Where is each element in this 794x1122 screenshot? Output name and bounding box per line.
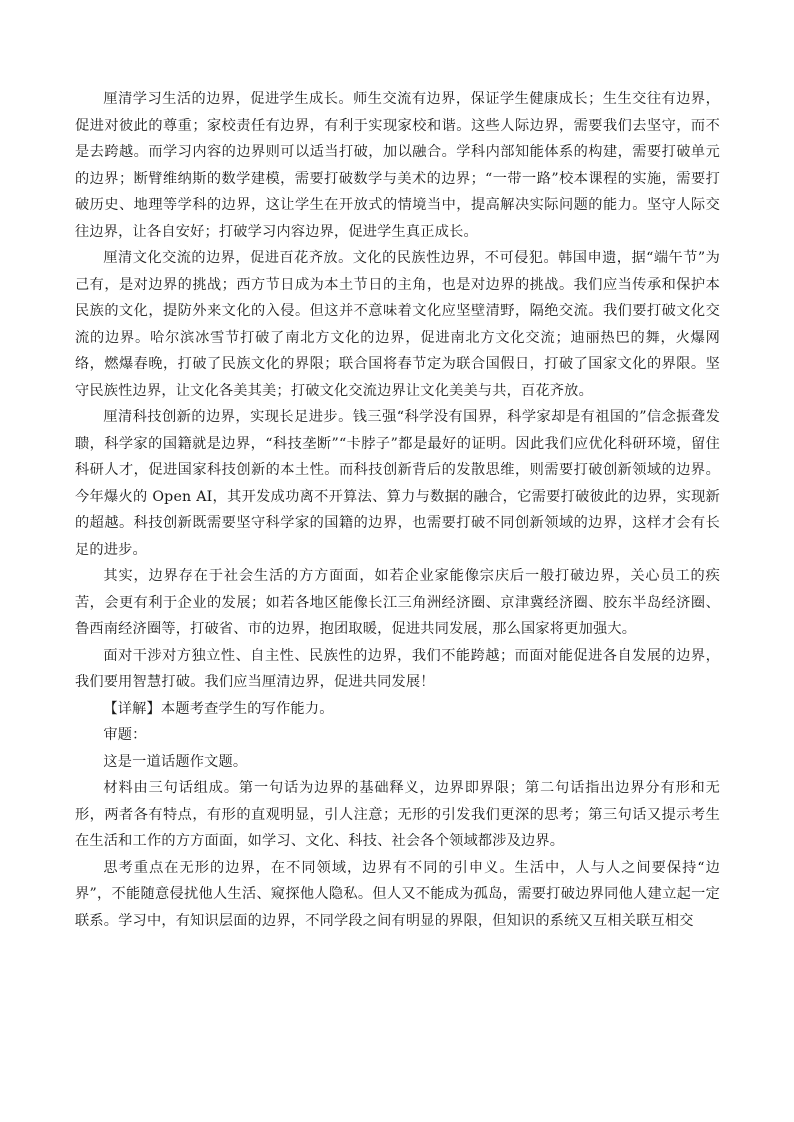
paragraph-tech-boundary: 厘清科技创新的边界，实现长足进步。钱三强“科学没有国界，科学家却是有祖国的”信念振聋发聩，科学家的国籍就是边界，“科技垄断”“卡脖子”都是最好的证明。因此我们应优化科研环境，留住科研人才，促进国家科技创新的本土性。而科技创新背后的发散思维，则需要打破创新领域的边界。今年爆火的 Open AI，其开发成功离不开算法、算力与数据的融合，它需要打破彼此的边界，实现新的超越。科技创新既需要坚守科学家的国籍的边界，也需要打破不同创新领域的边界，这样才会有长足的进步。 [75,409,720,558]
paragraph-learning-boundary: 厘清学习生活的边界，促进学生成长。师生交流有边界，保证学生健康成长；生生交往有边界，促进对彼此的尊重；家校责任有边界，有利于实现家校和谐。这些人际边界，需要我们去坚守，而不是去跨越。而学习内容的边界则可以适当打破，加以融合。学科内部知能体系的构建，需要打破单元的边界；断臂维纳斯的数学建模，需要打破数学与美术的边界；“一带一路”校本课程的实施，需要打破历史、地理等学科的边界，这让学生在开放式的情境当中，提高解决实际问题的能力。坚守人际交往边界，让各自安好；打破学习内容边界，促进学生真正成长。 [75,91,720,240]
paragraph-conclusion: 面对干涉对方独立性、自主性、民族性的边界，我们不能跨越；而面对能促进各自发展的边界，我们要用智慧打破。我们应当厘清边界，促进共同发展！ [75,647,720,690]
paragraph-society-boundary: 其实，边界存在于社会生活的方方面面，如若企业家能像宗庆后一般打破边界，关心员工的疾苦，会更有利于企业的发展；如若各地区能像长江三角洲经济圈、京津冀经济圈、胶东半岛经济圈、鲁西南经济圈等，打破省、市的边界，抱团取暖，促进共同发展，那么国家将更加强大。 [75,568,720,637]
paragraph-review-heading: 审题： [103,727,147,743]
paragraph-culture-boundary: 厘清文化交流的边界，促进百花齐放。文化的民族性边界，不可侵犯。韩国申遗，据“端午节”为己有，是对边界的挑战；西方节日成为本土节日的主角，也是对边界的挑战。我们应当传承和保护本民族的文化，提防外来文化的入侵。但这并不意味着文化应坚壁清野，隔绝交流。我们要打破文化交流的边界。哈尔滨冰雪节打破了南北方文化的边界，促进南北方文化交流；迪丽热巴的舞，火爆网络，燃爆春晚，打破了民族文化的界限；联合国将春节定为联合国假日，打破了国家文化的界限。坚守民族性边界，让文化各美其美；打破文化交流边界让文化美美与共，百花齐放。 [75,250,720,399]
paragraph-topic-type: 这是一道话题作文题。 [103,753,248,770]
paragraph-thinking-focus: 思考重点在无形的边界，在不同领域，边界有不同的引申义。生活中，人与人之间要保持“边界”，不能随意侵扰他人生活、窥探他人隐私。但人又不能成为孤岛，需要打破边界同他人建立起一定联系。学习中，有知识层面的边界，不同学段之间有明显的界限，但知识的系统又互相关联互相交 [75,859,720,929]
paragraph-explanation-heading: 【详解】本题考查学生的写作能力。 [103,700,334,717]
paragraph-material-analysis: 材料由三句话组成。第一句话为边界的基础释义，边界即界限；第二句话指出边界分有形和无形，两者各有特点，有形的直观明显，引人注意；无形的引发我们更深的思考；第三句话又提示考生在生活和工作的方方面面，如学习、文化、科技、社会各个领域都涉及边界。 [75,780,720,849]
document-body [75,86,720,934]
